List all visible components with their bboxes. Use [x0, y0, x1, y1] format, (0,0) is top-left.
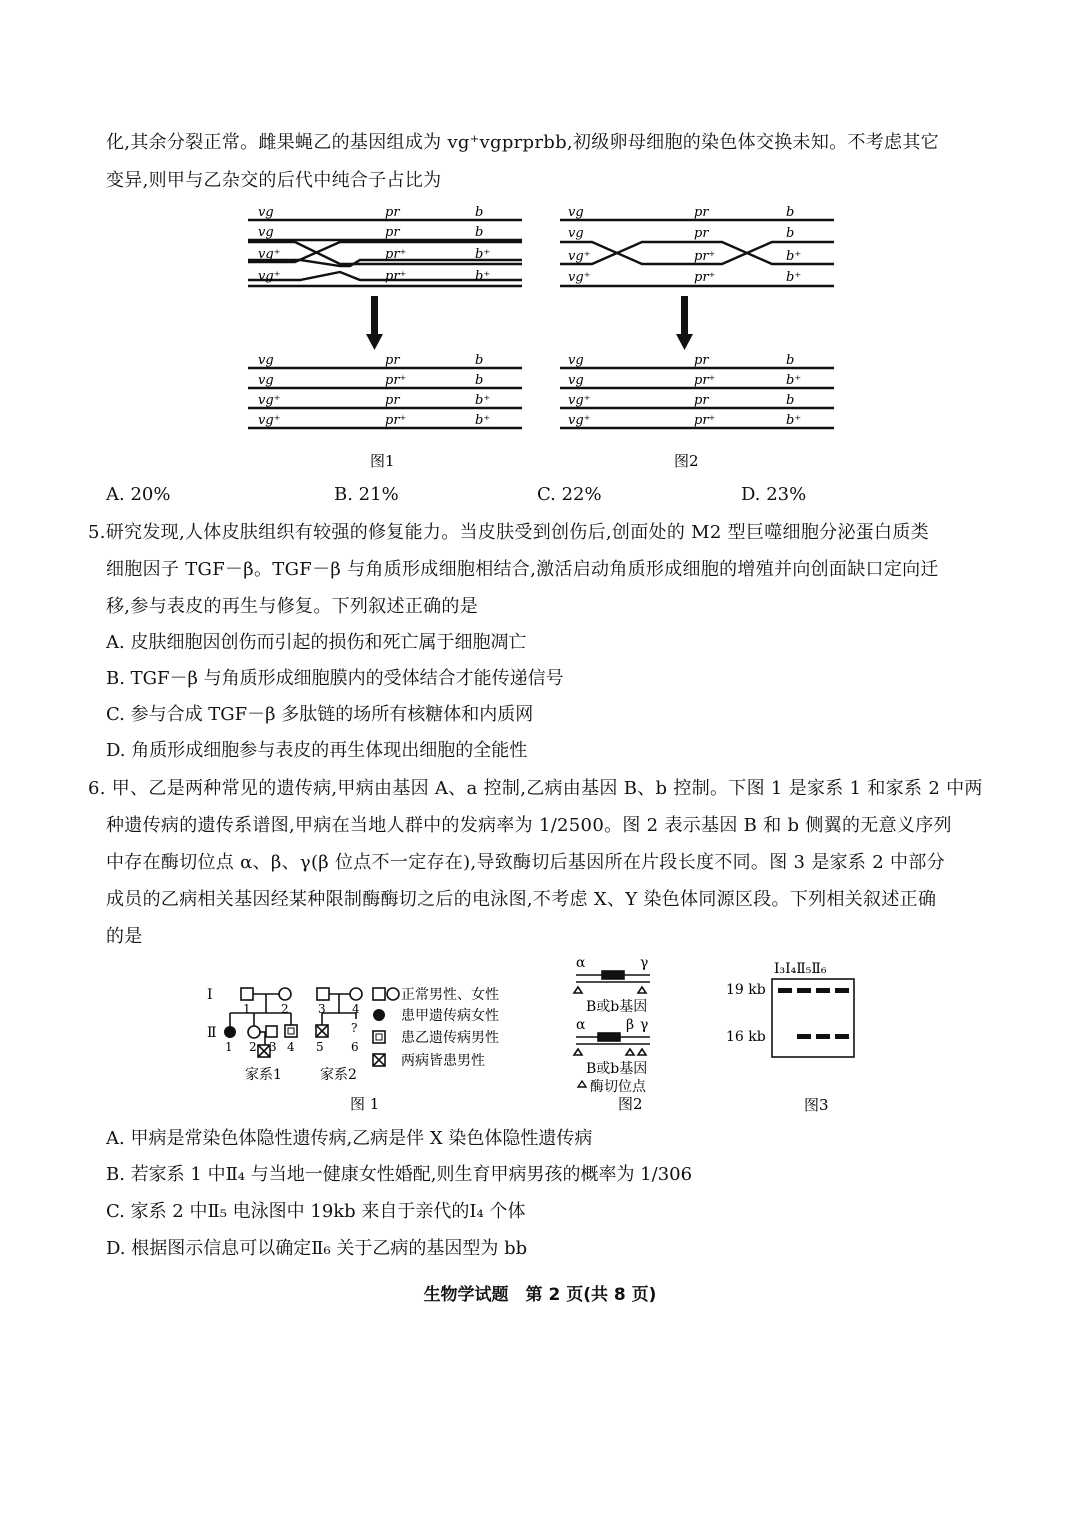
site-alpha-1-icon — [574, 987, 582, 993]
fig2-res-prp-2: pr⁺ — [694, 373, 716, 388]
fig2-label-bp-3: b⁺ — [786, 249, 802, 264]
q6-text-line5: 的是 — [106, 926, 143, 947]
fig2-res-vgp-4: vg⁺ — [568, 413, 591, 428]
fig1-res-vgp-4: vg⁺ — [258, 413, 281, 428]
fig1-res-vg-1: vg — [258, 353, 274, 368]
pedigree-gen-1-label: Ⅰ — [207, 987, 213, 1003]
fig2-res-vgp-3: vg⁺ — [568, 393, 591, 408]
fig1-label-prp-4: pr⁺ — [385, 269, 407, 284]
band-16kb-lane3 — [816, 1034, 830, 1039]
pedigree-question-mark: ? — [351, 1021, 358, 1035]
fig2-res-bp-4: b⁺ — [786, 413, 802, 428]
pedigree-family2-label: 家系2 — [320, 1067, 357, 1083]
fig1-res-vg-2: vg — [258, 373, 274, 388]
fig2-res-pr-3: pr — [694, 393, 709, 408]
fig1-label-bp-3: b⁺ — [475, 247, 491, 262]
fig1-label-pr-2: pr — [385, 225, 400, 240]
fig1-label-vgp-4: vg⁺ — [258, 269, 281, 284]
q5-option-d[interactable]: D. 角质形成细胞参与表皮的再生体现出细胞的全能性 — [106, 740, 528, 761]
fig1-res-b-1: b — [475, 353, 484, 368]
fig3-lane-header: Ⅰ₃Ⅰ₄Ⅱ₅Ⅱ₆ — [774, 961, 827, 977]
fig2-gene-label-1: B或b基因 — [586, 999, 648, 1015]
fig3-19kb-label: 19 kb — [726, 982, 766, 998]
fig2-res-pr-1: pr — [694, 353, 709, 368]
fig2-alpha-label-1: α — [576, 955, 586, 971]
fig2-label-pr-1: pr — [694, 205, 709, 220]
q6-text-line3: 中存在酶切位点 α、β、γ(β 位点不一定存在),导致酶切后基因所在片段长度不同。图 3 是家系 2 中部分 — [106, 852, 945, 873]
q6-text-line2: 种遗传病的遗传系谱图,甲病在当地人群中的发病率为 1/2500。图 2 表示基因 B 和 b 侧翼的无意义序列 — [106, 815, 952, 836]
q5-option-b[interactable]: B. TGF－β 与角质形成细胞膜内的受体结合才能传递信号 — [106, 668, 564, 689]
legend-disease-b-male-icon — [373, 1031, 385, 1043]
pedigree-num-f1-i2: 2 — [281, 1002, 289, 1016]
pedigree-num-f2-i4: 4 — [352, 1002, 360, 1016]
fig1-res-pr-3: pr — [385, 393, 400, 408]
fig1-label-vg-1: vg — [258, 205, 274, 220]
fig2-gamma-label-1: γ — [640, 955, 649, 971]
pedigree-caption: 图 1 — [350, 1095, 380, 1113]
q4-text-line1: 化,其余分裂正常。雌果蝇乙的基因组成为 vg⁺vgprprbb,初级卵母细胞的染色体交换未知。不考虑其它 — [106, 132, 939, 153]
fig2-label-prp-3: pr⁺ — [694, 249, 716, 264]
pedigree-num-f1-ii3: 3 — [269, 1040, 277, 1054]
pedigree-num-f1-i1: 1 — [243, 1002, 251, 1016]
legend-disease-a-label: 患甲遗传病女性 — [401, 1008, 499, 1024]
fig2-gamma-label-2: γ — [640, 1017, 649, 1033]
band-19kb-lane4 — [835, 988, 849, 993]
fig1-label-vgp-3: vg⁺ — [258, 247, 281, 262]
pedigree-figure — [205, 975, 545, 1115]
pedigree-f1-ii3-normal-male — [266, 1026, 277, 1037]
fig2-res-b-1: b — [786, 353, 795, 368]
fig2-label-bp-4: b⁺ — [786, 270, 802, 285]
band-16kb-lane2 — [797, 1034, 811, 1039]
fig3-caption: 图3 — [804, 1096, 829, 1114]
fig1-res-vgp-3: vg⁺ — [258, 393, 281, 408]
fig3-16kb-label: 16 kb — [726, 1029, 766, 1045]
fig2-res-vg-2: vg — [568, 373, 584, 388]
fig1-label-bp-4: b⁺ — [475, 269, 491, 284]
page-footer: 生物学试题 第 2 页(共 8 页) — [423, 1285, 657, 1305]
fig1-res-prp-4: pr⁺ — [385, 413, 407, 428]
fig2-res-bp-2: b⁺ — [786, 373, 802, 388]
fig1-caption: 图1 — [370, 452, 395, 470]
fig2-label-vg-1: vg — [568, 205, 584, 220]
fig1-res-b-2: b — [475, 373, 484, 388]
legend-normal-male-icon — [373, 988, 385, 1000]
site-beta-icon — [626, 1049, 634, 1055]
site-gamma-1-icon — [638, 987, 646, 993]
fig2-caption: 图2 — [674, 452, 699, 470]
q6-option-a[interactable]: A. 甲病是常染色体隐性遗传病,乙病是伴 X 染色体隐性遗传病 — [106, 1128, 593, 1149]
fig1-res-bp-3: b⁺ — [475, 393, 491, 408]
fig1-label-b-1: b — [475, 205, 484, 220]
pedigree-family1-label: 家系1 — [245, 1067, 282, 1083]
fig2-res-prp-4: pr⁺ — [694, 413, 716, 428]
q6-option-c[interactable]: C. 家系 2 中Ⅱ₅ 电泳图中 19kb 来自于亲代的Ⅰ₄ 个体 — [106, 1201, 526, 1222]
crossover-figure-1 — [240, 200, 530, 470]
crossover-figure-2 — [552, 200, 842, 470]
q6-option-b[interactable]: B. 若家系 1 中Ⅱ₄ 与当地一健康女性婚配,则生育甲病男孩的概率为 1/306 — [106, 1164, 693, 1185]
pedigree-f1-i2-normal-female — [279, 988, 291, 1000]
q5-text-line2: 细胞因子 TGF－β。TGF－β 与角质形成细胞相结合,激活启动角质形成细胞的增殖并向创面缺口定向迁 — [106, 559, 939, 580]
fig2-gene-label-2: B或b基因 — [586, 1061, 648, 1077]
fig1-label-prp-3: pr⁺ — [385, 247, 407, 262]
q5-option-a[interactable]: A. 皮肤细胞因创伤而引起的损伤和死亡属于细胞凋亡 — [106, 632, 527, 653]
fig2-res-b-3: b — [786, 393, 795, 408]
fig2-site-label: 酶切位点 — [590, 1079, 646, 1095]
legend-normal-female-icon — [387, 988, 399, 1000]
band-16kb-lane4 — [835, 1034, 849, 1039]
fig1-res-prp-2: pr⁺ — [385, 373, 407, 388]
pedigree-f1-i1-normal-male — [241, 988, 253, 1000]
fig2-beta-label: β — [626, 1017, 635, 1033]
q4-text-line2: 变异,则甲与乙杂交的后代中纯合子占比为 — [106, 170, 442, 191]
fig1-res-bp-4: b⁺ — [475, 413, 491, 428]
q4-option-d[interactable]: D. 23% — [741, 484, 807, 505]
q4-option-b[interactable]: B. 21% — [334, 484, 399, 505]
q5-text-line3: 移,参与表皮的再生与修复。下列叙述正确的是 — [106, 596, 479, 617]
pedigree-f1-ii1-disease-a-female — [224, 1026, 236, 1038]
fig2-label-prp-4: pr⁺ — [694, 270, 716, 285]
legend-both-label: 两病皆患男性 — [401, 1053, 485, 1069]
q5-option-c[interactable]: C. 参与合成 TGF－β 多肽链的场所有核糖体和内质网 — [106, 704, 534, 725]
legend-normal-label: 正常男性、女性 — [401, 987, 499, 1003]
pedigree-num-f2-ii5: 5 — [316, 1040, 324, 1054]
fig2-res-vg-1: vg — [568, 353, 584, 368]
fig2-alpha-label-2: α — [576, 1017, 586, 1033]
band-19kb-lane2 — [797, 988, 811, 993]
fig2-label-vgp-4: vg⁺ — [568, 270, 591, 285]
q5-text-line1: 5.研究发现,人体皮肤组织有较强的修复能力。当皮肤受到创伤后,创面处的 M2 型巨噬细胞分泌蛋白质类 — [88, 522, 929, 543]
q4-option-c[interactable]: C. 22% — [537, 484, 602, 505]
pedigree-f1-ii2-normal-female — [248, 1026, 260, 1038]
q4-option-a[interactable]: A. 20% — [106, 484, 171, 505]
electrophoresis-figure — [722, 955, 872, 1120]
q6-text-line1: 6. 甲、乙是两种常见的遗传病,甲病由基因 A、a 控制,乙病由基因 B、b 控制。下图 1 是家系 1 和家系 2 中两 — [88, 778, 983, 799]
fig1-label-b-2: b — [475, 225, 484, 240]
fig1-label-vg-2: vg — [258, 225, 274, 240]
pedigree-num-f2-i3: 3 — [318, 1002, 326, 1016]
pedigree-f1-ii4-disease-b-male — [285, 1025, 297, 1037]
pedigree-gen-2-label: Ⅱ — [207, 1025, 217, 1041]
pedigree-f2-i3-normal-male — [317, 988, 329, 1000]
restriction-site-figure — [568, 955, 688, 1115]
legend-disease-b-label: 患乙遗传病男性 — [401, 1030, 499, 1046]
band-19kb-lane1 — [778, 988, 792, 993]
fig1-label-pr-1: pr — [385, 205, 400, 220]
legend-disease-a-female-icon — [373, 1009, 385, 1021]
q6-option-d[interactable]: D. 根据图示信息可以确定Ⅱ₆ 关于乙病的基因型为 bb — [106, 1238, 528, 1259]
fig2-label-vg-2: vg — [568, 226, 584, 241]
fig2-label-vgp-3: vg⁺ — [568, 249, 591, 264]
fig1-res-pr-1: pr — [385, 353, 400, 368]
fig2-caption: 图2 — [618, 1095, 643, 1113]
fig1-arrow-icon — [366, 296, 383, 350]
fig2-label-b-2: b — [786, 226, 795, 241]
site-gamma-2-icon — [638, 1049, 646, 1055]
pedigree-num-f1-ii2: 2 — [249, 1040, 257, 1054]
pedigree-num-f1-ii4: 4 — [287, 1040, 295, 1054]
site-alpha-2-icon — [574, 1049, 582, 1055]
site-legend-icon — [578, 1081, 586, 1087]
band-19kb-lane3 — [816, 988, 830, 993]
pedigree-num-f2-ii6: 6 — [351, 1040, 359, 1054]
fig2-label-b-1: b — [786, 205, 795, 220]
fig2-arrow-icon — [676, 296, 693, 350]
pedigree-f2-i4-normal-female — [350, 988, 362, 1000]
pedigree-num-f1-ii1: 1 — [225, 1040, 233, 1054]
q6-text-line4: 成员的乙病相关基因经某种限制酶酶切之后的电泳图,不考虑 X、Y 染色体同源区段。下列相关叙述正确 — [106, 889, 937, 910]
fig2-label-pr-2: pr — [694, 226, 709, 241]
